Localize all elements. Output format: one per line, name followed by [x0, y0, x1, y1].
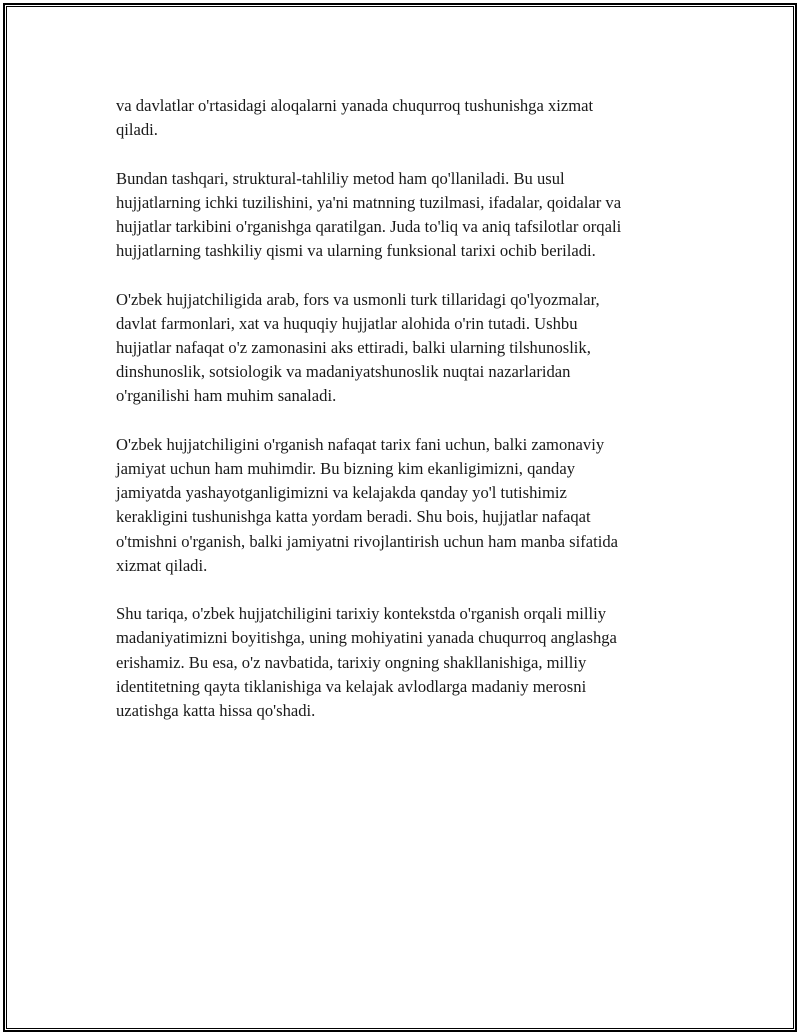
text-line: uzatishga katta hissa qo'shadi.	[116, 701, 316, 721]
paragraph-5	[116, 602, 698, 723]
paragraph-4	[116, 433, 698, 578]
text-line: va davlatlar o'rtasidagi aloqalarni yanada chuqurroq tushunishga xizmat	[116, 96, 594, 115]
text-line: hujjatlarning ichki tuzilishini, ya'ni matnning tuzilmasi, ifadalar, qoidalar va	[116, 192, 622, 212]
text-line: o'rganilishi ham muhim sanaladi.	[116, 386, 337, 406]
text-line: kerakligini tushunishga katta yordam beradi. Shu bois, hujjatlar nafaqat	[116, 507, 591, 527]
text-line: O'zbek hujjatchiligini o'rganish nafaqat tarix fani uchun, balki zamonaviy	[116, 434, 605, 454]
text-line: identitetning qayta tiklanishiga va kelajak avlodlarga madaniy merosni	[116, 676, 587, 696]
text-line: jamiyat uchun ham muhimdir. Bu bizning kim ekanligimizni, qanday	[116, 459, 576, 478]
text-line: madaniyatimizni boyitishga, uning mohiyatini yanada chuqurroq anglashga	[116, 628, 617, 648]
text-line: Bundan tashqari, struktural-tahliliy metod ham qo'llaniladi. Bu usul	[116, 168, 565, 188]
text-line: o'tmishni o'rganish, balki jamiyatni rivojlantirish uchun ham manba sifatida	[116, 531, 619, 551]
document-body	[116, 94, 698, 747]
document-page	[3, 3, 797, 1032]
paragraph-2	[116, 167, 698, 264]
text-line: hujjatlar tarkibini o'rganishga qaratilgan. Juda to'liq va aniq tafsilotlar orqali	[116, 217, 622, 236]
text-line: xizmat qiladi.	[116, 555, 208, 575]
text-line: O'zbek hujjatchiligida arab, fors va usmonli turk tillaridagi qo'lyozmalar,	[116, 289, 600, 309]
paragraph-1	[116, 94, 698, 142]
text-line: qiladi.	[116, 120, 158, 140]
text-line: erishamiz. Bu esa, o'z navbatida, tarixiy ongning shakllanishiga, milliy	[116, 652, 587, 672]
paragraph-3	[116, 288, 698, 409]
text-line: jamiyatda yashayotganligimizni va kelajakda qanday yo'l tutishimiz	[116, 483, 567, 503]
text-line: hujjatlar nafaqat o'z zamonasini aks ettiradi, balki ularning tilshunoslik,	[116, 338, 591, 357]
text-line: hujjatlarning tashkiliy qismi va ularning funksional tarixi ochib beriladi.	[116, 241, 596, 261]
text-line: davlat farmonlari, xat va huquqiy hujjatlar alohida o'rin tutadi. Ushbu	[116, 313, 578, 333]
text-line: dinshunoslik, sotsiologik va madaniyatshunoslik nuqtai nazarlaridan	[116, 362, 571, 382]
text-line: Shu tariqa, o'zbek hujjatchiligini tarixiy kontekstda o'rganish orqali milliy	[116, 604, 607, 624]
